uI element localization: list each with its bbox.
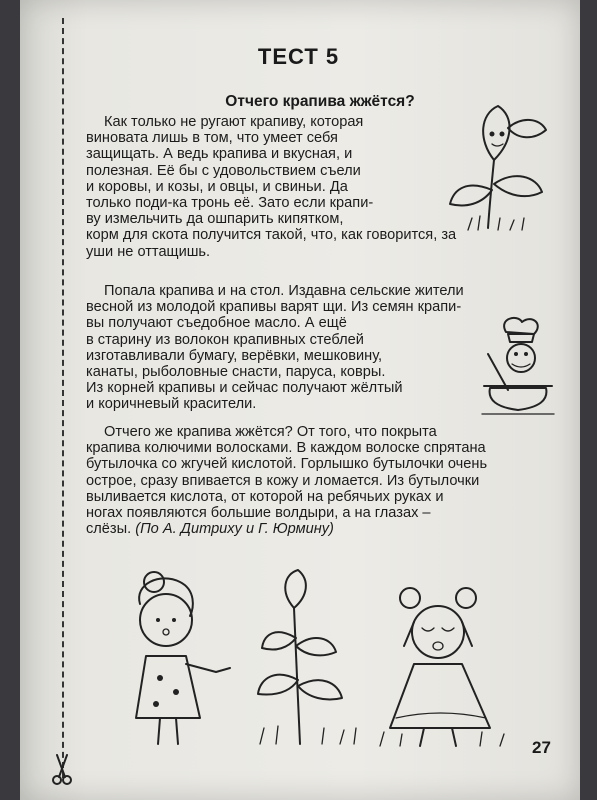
text-line: Отчего же крапива жжётся? От того, что покрыта	[104, 424, 437, 440]
story-title: Отчего крапива жжётся?	[225, 93, 415, 110]
text-line: выливается кислота, от которой на ребячьих руках и	[86, 488, 444, 505]
text-line: ву измельчить да ошпарить кипятком,	[86, 211, 344, 228]
page-number: 27	[532, 738, 551, 757]
text-line: и коровы, и козы, и овцы, и свиньи. Да	[86, 178, 348, 195]
dashed-cut-line	[62, 18, 64, 778]
test-heading: ТЕСТ 5	[257, 44, 340, 69]
text-line: ногах появляются большие волдыри, а на глазах –	[86, 505, 431, 522]
scissors-icon	[50, 752, 74, 786]
nettle-character-illustration	[448, 100, 554, 235]
text-line: крапива колючими волосками. В каждом волоске спрятана	[86, 440, 486, 457]
text-line: Попала крапива и на стол. Издавна сельские жители	[104, 283, 464, 299]
text-line: канаты, рыболовные снасти, паруса, ковры.	[86, 364, 386, 381]
source-attribution: (По А. Дитриху и Г. Юрмину)	[135, 521, 334, 538]
text-line: и коричневый красители.	[86, 396, 257, 413]
children-and-nettle-illustration	[100, 568, 520, 748]
text-line: защищать. А ведь крапива и вкусная, и	[86, 146, 353, 163]
text-line: Из корней крапивы и сейчас получают жёлтый	[86, 380, 403, 397]
text-line: весной из молодой крапивы варят щи. Из семян крапи-	[86, 299, 462, 316]
text-line: только поди-ка тронь её. Зато если крапи-	[86, 195, 374, 212]
text-line	[86, 521, 487, 537]
text-line: Как только не ругают крапиву, которая	[104, 114, 364, 130]
text-line: виновата лишь в том, что умеет себя	[86, 130, 338, 147]
cook-illustration	[478, 314, 558, 418]
text-line: полезная. Её бы с удовольствием съели	[86, 162, 361, 179]
text-line: уши не оттащишь.	[86, 243, 211, 260]
text-line: острое, сразу впивается в кожу и ломается. Из бутылочки	[86, 472, 480, 489]
text-line: вы получают съедобное масло. А ещё	[86, 315, 347, 332]
paragraph-2	[86, 283, 464, 413]
text-line: бутылочка со жгучей кислотой. Горлышко бутылочки очень	[86, 456, 488, 473]
text-line: изготавливали бумагу, верёвки, мешковину,	[86, 347, 383, 364]
paragraph-3	[86, 424, 487, 537]
text-line: корм для скота получится такой, что, как говорится, за	[86, 227, 457, 244]
text-line: в старину из волокон крапивных стеблей	[86, 331, 364, 348]
paragraph-1	[86, 114, 456, 260]
text-line-end: слёзы.	[86, 521, 132, 538]
